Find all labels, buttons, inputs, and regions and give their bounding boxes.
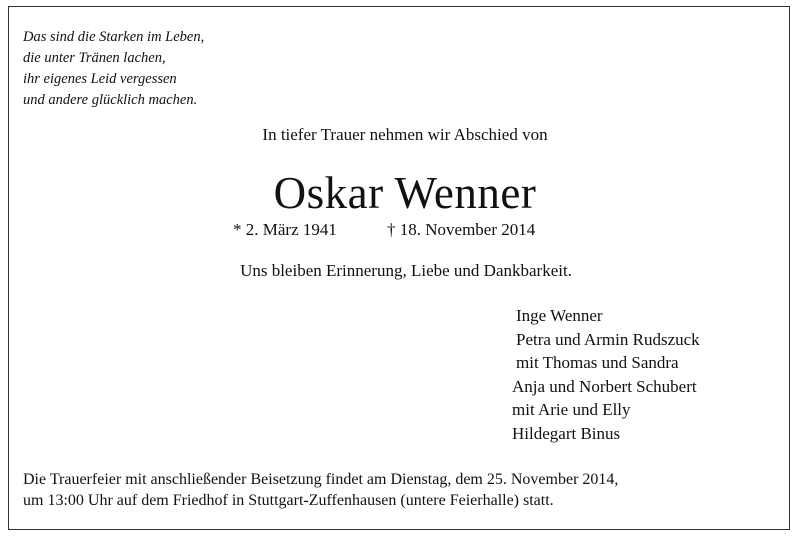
obituary-frame — [8, 6, 790, 530]
deceased-name: Oskar Wenner — [273, 168, 537, 218]
mourner-list — [512, 304, 701, 445]
poem-line: Das sind die Starken im Leben, — [23, 29, 205, 45]
poem-line: die unter Tränen lachen, — [23, 50, 166, 66]
mourner-name: Inge Wenner — [516, 306, 603, 325]
birth-date: * 2. März 1941 — [233, 220, 337, 239]
mourner-name: mit Thomas und Sandra — [516, 353, 679, 372]
death-date: † 18. November 2014 — [387, 220, 536, 239]
notice-line: Die Trauerfeier mit anschließender Beisetzung findet am Dienstag, dem 25. November 2014, — [23, 471, 619, 488]
intro-text: In tiefer Trauer nehmen wir Abschied von — [262, 125, 548, 144]
notice-line: um 13:00 Uhr auf dem Friedhof in Stuttgart-Zuffenhausen (untere Feierhalle) statt. — [23, 492, 554, 509]
poem — [23, 27, 204, 111]
memory-text: Uns bleiben Erinnerung, Liebe und Dankbarkeit. — [240, 261, 572, 280]
poem-line: ihr eigenes Leid vergessen — [23, 71, 177, 87]
poem-line: und andere glücklich machen. — [23, 92, 198, 108]
funeral-notice — [23, 469, 618, 511]
mourner-name: Petra und Armin Rudszuck — [516, 329, 700, 349]
mourner-name: mit Arie und Elly — [512, 400, 631, 419]
mourner-name: Anja und Norbert Schubert — [512, 376, 697, 396]
mourner-name: Hildegart Binus — [512, 423, 621, 443]
